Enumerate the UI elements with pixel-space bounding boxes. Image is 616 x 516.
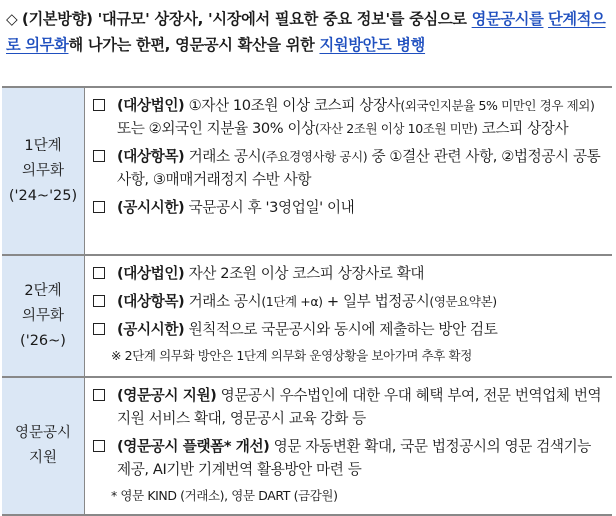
label-line: ('26~) [20, 332, 66, 349]
label-line: ('24~'25) [8, 187, 78, 204]
label-line: 영문공시 [14, 425, 72, 441]
item-text: 영문공시 우수법인에 대한 우대 혜택 부여, 전문 번역업체 번역지원 서비스 확대, 영문공시 교육 강화 등 [117, 387, 602, 427]
item-tag: (공시시한) [117, 321, 185, 338]
policy-table [2, 86, 612, 516]
item-tag: (대상법인) [117, 265, 185, 282]
stage2-label [2, 255, 85, 377]
item-text: + 일부 법정공시 [322, 293, 430, 310]
checkbox-icon [93, 323, 105, 335]
checkbox-icon [93, 201, 105, 213]
checkbox-icon [93, 150, 105, 162]
item-small: (자산 2조원 이상 10조원 미만) [314, 121, 478, 136]
item-tag: (대상법인) [117, 97, 185, 114]
item-text: 중 ①결산 관련 사항, ②법정공시 공통 사항, ③매매거래정지 수반 사항 [117, 148, 601, 188]
item-text: ①자산 10조원 이상 코스피 상장사 [184, 97, 401, 114]
checkbox-icon [93, 267, 105, 279]
item-tag: (공시시한) [117, 199, 185, 216]
list-item [93, 196, 606, 219]
footnote: * 영문 KIND (거래소), 영문 DART (금감원) [111, 488, 338, 503]
label-line: 의무화 [21, 162, 65, 179]
intro-highlight-3: 지원방안도 병행 [319, 36, 426, 54]
label-line: 의무화 [21, 307, 65, 324]
checkbox-icon [93, 389, 105, 401]
item-text: 코스피 상장사 [477, 120, 569, 137]
list-item [93, 262, 606, 285]
list-item [93, 435, 606, 481]
item-tag: (대상항목) [117, 293, 185, 310]
table-row-support [2, 377, 612, 515]
item-text: 자산 2조원 이상 코스피 상장사로 확대 [184, 265, 425, 282]
item-text: 국문공시 후 '3영업일' 이내 [184, 199, 355, 216]
checkbox-icon [93, 295, 105, 307]
item-text: 영문 자동변환 확대, 국문 법정공시의 영문 검색기능 제공, AI기반 기계번역 활용방안 마련 등 [117, 438, 591, 478]
intro-highlight-2: 단계적으로 의무화 [6, 10, 606, 54]
item-text: 원칙적으로 국문공시와 동시에 제출하는 방안 검토 [184, 321, 498, 338]
diamond-bullet: ◇ [6, 10, 18, 28]
intro-paragraph [6, 6, 610, 58]
table-row-stage2 [2, 255, 612, 377]
stage1-label [2, 87, 85, 255]
label-line: 1단계 [24, 137, 62, 154]
checkbox-icon [93, 99, 105, 111]
item-text: 또는 ②외국인 지분율 30% 이상 [117, 120, 315, 137]
stage2-body [85, 255, 613, 377]
label-line: 2단계 [24, 282, 62, 299]
item-small: (주요경영사항 공시) [261, 149, 368, 164]
list-item [93, 318, 606, 341]
item-small: (외국인지분율 5% 미만인 경우 제외) [400, 98, 595, 113]
table-row-stage1 [2, 87, 612, 255]
item-small: (1단계 +α) [261, 294, 323, 309]
item-text: 거래소 공시 [184, 293, 262, 310]
support-body [85, 377, 613, 515]
item-tag: (영문공시 지원) [117, 387, 217, 404]
item-small: (영문요약본) [429, 294, 497, 309]
label-line: 지원 [28, 450, 57, 466]
checkbox-icon [93, 440, 105, 452]
item-text: 거래소 공시 [184, 148, 262, 165]
support-label [2, 377, 85, 515]
intro-text-1: (기본방향) '대규모' 상장사, '시장에서 필요한 중요 정보'를 중심으로 [21, 10, 472, 28]
item-tag: (영문공시 플랫폼* 개선) [117, 438, 270, 455]
intro-text-2: 해 나가는 한편, 영문공시 확산을 위한 [68, 36, 320, 54]
list-item [93, 145, 606, 191]
list-item [93, 384, 606, 430]
stage1-body [85, 87, 613, 255]
intro-highlight-1: 영문공시를 [471, 10, 544, 28]
list-item [93, 290, 606, 313]
footnote: ※ 2단계 의무화 방안은 1단계 의무화 운영상황을 보아가며 추후 확정 [111, 348, 472, 363]
list-item [93, 94, 606, 140]
item-tag: (대상항목) [117, 148, 185, 165]
